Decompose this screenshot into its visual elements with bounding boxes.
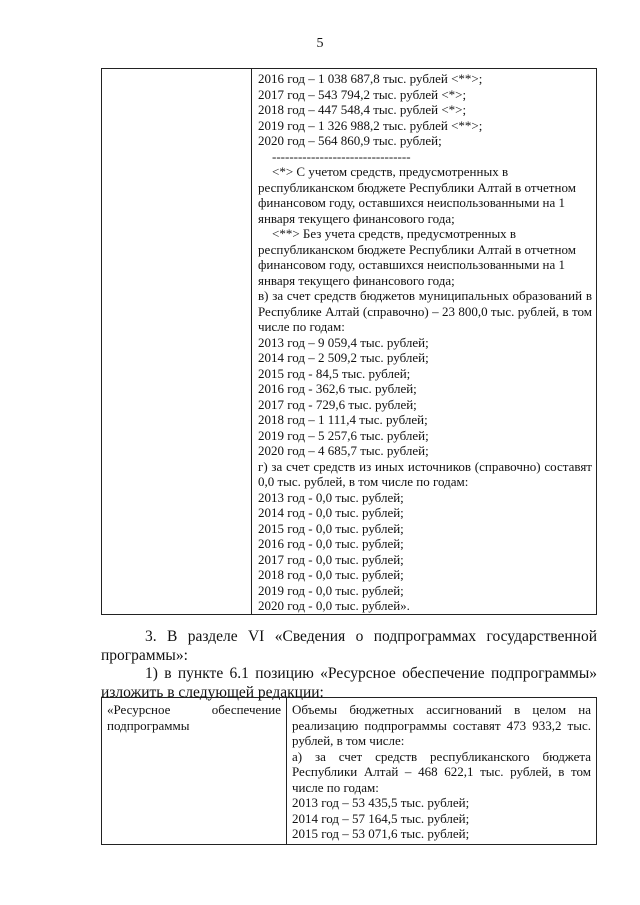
text-line: 2018 год – 447 548,4 тыс. рублей <*>; [258,102,467,117]
text-line: 2019 год - 0,0 тыс. рублей; [258,582,404,598]
text-line: а) за счет средств республиканского бюджета Республики Алтай – 468 622,1 тыс. рублей, в том числе по годам: [292,748,591,795]
text-line: 2018 год - 0,0 тыс. рублей; [258,567,404,582]
table1-right-cell [252,69,597,615]
text-line: в) за счет средств бюджетов муниципальных образований в Республике Алтай (справочно) – 23 800,0 тыс. рублей, в том числе по годам: [258,288,592,334]
text-line: 2020 год – 564 860,9 тыс. рублей; [258,133,442,148]
text-line: 2019 год – 1 326 988,2 тыс. рублей <**>; [258,117,483,133]
text-line: 2017 год - 0,0 тыс. рублей; [258,551,404,567]
text-line: 2016 год - 362,6 тыс. рублей; [258,381,417,396]
text-line: 2015 год – 53 071,6 тыс. рублей; [292,826,470,841]
text-line: 2016 год – 1 038 687,8 тыс. рублей <**>; [258,71,483,86]
text-line: -------------------------------- [272,148,411,164]
subprogram-resource-table [101,697,597,845]
text-line: 2013 год – 9 059,4 тыс. рублей; [258,334,429,350]
table2-left-text: «Ресурсное обеспечение подпрограммы [107,702,281,733]
table2-right-cell [287,698,597,845]
text-line: 2016 год - 0,0 тыс. рублей; [258,536,404,551]
text-line: г) за счет средств из иных источников (справочно) составят 0,0 тыс. рублей, в том числе по годам: [258,458,592,489]
resource-table-continued [101,68,597,615]
text-line: 2017 год – 543 794,2 тыс. рублей <*>; [258,86,467,102]
section-paragraph: 3. В разделе VI «Сведения о подпрограммах государственной программы»: [101,628,597,664]
text-line: 2014 год – 57 164,5 тыс. рублей; [292,810,470,826]
text-line: <*> С учетом средств, предусмотренных в республиканском бюджете Республики Алтай в отчетном финансовом году, оставшихся неиспользованными на 1 января текущего финансового года; [258,164,576,226]
text-line: 2013 год - 0,0 тыс. рублей; [258,489,404,505]
text-line: 2015 год - 84,5 тыс. рублей; [258,365,411,381]
text-line: 2018 год – 1 111,4 тыс. рублей; [258,412,428,427]
text-line: 2019 год – 5 257,6 тыс. рублей; [258,427,429,443]
text-line: <**> Без учета средств, предусмотренных в республиканском бюджете Республики Алтай в отчетном финансовом году, оставшихся неиспользованными на 1 января текущего финансового года; [258,226,576,288]
text-line: 2014 год - 0,0 тыс. рублей; [258,505,404,520]
page-number: 5 [316,36,324,51]
text-line: 2017 год - 729,6 тыс. рублей; [258,396,417,412]
text-line: 2014 год – 2 509,2 тыс. рублей; [258,350,429,365]
text-line: 2020 год - 0,0 тыс. рублей». [258,598,410,613]
text-line: 2013 год – 53 435,5 тыс. рублей; [292,795,470,810]
text-line: 2020 год – 4 685,7 тыс. рублей; [258,443,429,458]
text-line: Объемы бюджетных ассигнований в целом на реализацию подпрограммы составят 473 933,2 тыс. рублей, в том числе: [292,702,591,748]
table2-left-cell [102,698,287,845]
text-line: 2015 год - 0,0 тыс. рублей; [258,520,404,536]
instruction-paragraph: 1) в пункте 6.1 позицию «Ресурсное обеспечение подпрограммы» изложить в следующей редакции: [101,665,597,701]
table1-left-cell [102,69,252,615]
